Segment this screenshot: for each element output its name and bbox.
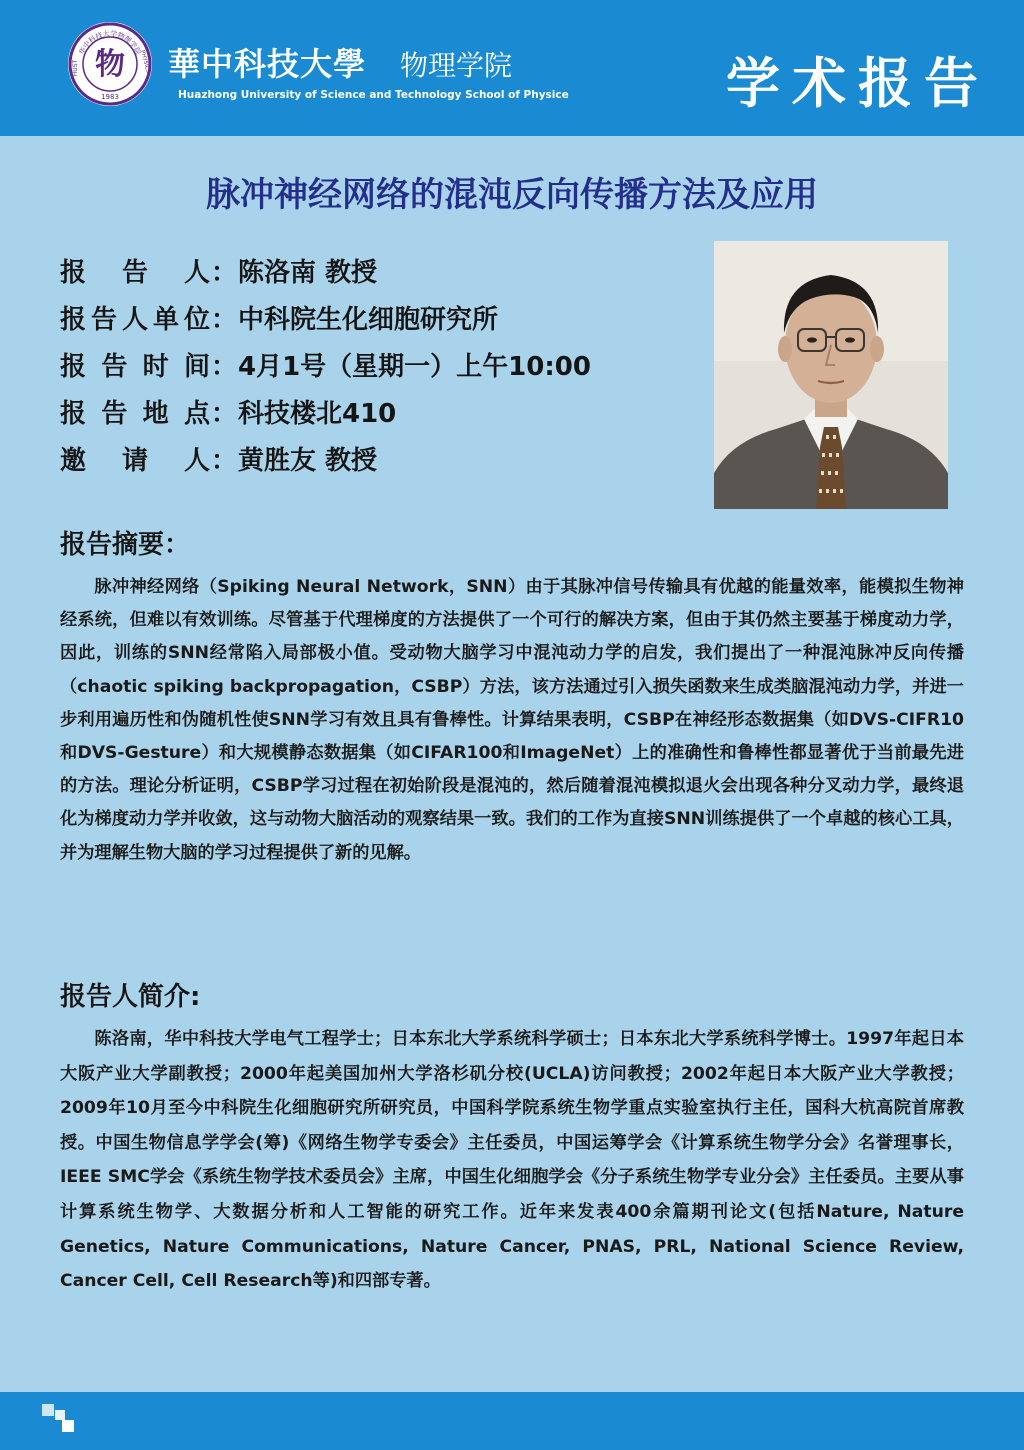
- header-bar: [0, 0, 1024, 136]
- seal-year: 1983: [101, 93, 119, 101]
- info-row-host: [60, 438, 591, 485]
- abstract-text: 脉冲神经网络（Spiking Neural Network，SNN）由于其脉冲信号传输具有优越的能量效率，能模拟生物神经系统，但难以有效训练。尽管基于代理梯度的方法提供了一个可行的解决方案，但由于其仍然主要基于梯度动力学，因此，训练的SNN经常陷入局部极小值。受动物大脑学习中混沌动力学的启发，我们提出了一种混沌脉冲反向传播（chaotic spiking backpropagation，CSBP）方法，该方法通过引入损失函数来生成类脑混沌动力学，并进一步利用遍历性和伪随机性使SNN学习有效且具有鲁棒性。计算结果表明，CSBP在神经形态数据集（如DVS-CIFR10和DVS-Gesture）和大规模静态数据集（如CIFAR100和ImageNet）上的准确性和鲁棒性都显著优于当前最先进的方法。理论分析证明，CSBP学习过程在初始阶段是混沌的，然后随着混沌模拟退火会出现各种分叉动力学，最终退化为梯度动力学并收敛，这与动物大脑活动的观察结果一致。我们的工作为直接SNN训练提供了一个卓越的核心工具，并为理解生物大脑的学习过程提供了新的见解。: [60, 577, 964, 863]
- talk-title: 脉冲神经网络的混沌反向传播方法及应用: [206, 175, 818, 215]
- info-value: 科技楼北410: [238, 399, 397, 429]
- info-value: 黄胜友 教授: [238, 446, 378, 476]
- info-row-time: [60, 344, 591, 391]
- info-colon: ：: [210, 352, 237, 382]
- info-row-location: [60, 391, 591, 438]
- poster-heading: 学术报告: [726, 52, 990, 115]
- info-value: 中科院生化细胞研究所: [238, 305, 499, 335]
- abstract-heading: 报告摘要：: [60, 530, 191, 560]
- info-value: 4月1号（星期一）上午10:00: [238, 352, 591, 382]
- bio-heading: 报告人简介:: [60, 982, 201, 1012]
- footer-bar: [0, 1392, 1024, 1450]
- university-seal-logo: [68, 22, 152, 106]
- seal-right-text: PHYSICS: [139, 49, 151, 74]
- info-label: 报告人单位: [60, 305, 210, 335]
- info-colon: ：: [210, 446, 237, 476]
- info-colon: ：: [210, 305, 237, 335]
- seal-center-char: 物: [95, 47, 125, 82]
- talk-info: [60, 250, 591, 485]
- info-colon: ：: [210, 399, 237, 429]
- speaker-photo: [714, 241, 948, 509]
- seal-top-text: 华中科技大学物理学院: [77, 29, 143, 57]
- info-label: 报告时间: [60, 352, 210, 382]
- university-name-cn: 華中科技大學: [168, 45, 367, 83]
- info-colon: ：: [210, 258, 237, 288]
- school-name-cn: 物理学院: [400, 49, 513, 82]
- footer-squares-decoration: [42, 1404, 76, 1434]
- info-label: 邀请人: [60, 446, 210, 476]
- info-label: 报告地点: [60, 399, 210, 429]
- speaker-portrait: [714, 241, 948, 509]
- seal-left-text: HUST: [72, 59, 79, 77]
- info-value: 陈洛南 教授: [238, 258, 378, 288]
- university-name-en: Huazhong University of Science and Technology School of Physice: [178, 89, 569, 101]
- seal-graphic: [68, 22, 152, 106]
- info-label: 报告人: [60, 258, 210, 288]
- info-row-affiliation: [60, 297, 591, 344]
- bio-text: 陈洛南，华中科技大学电气工程学士；日本东北大学系统科学硕士；日本东北大学系统科学博士。1997年起日本大阪产业大学副教授；2000年起美国加州大学洛杉矶分校(UCLA)访问教授；2002年起日本大阪产业大学教授；2009年10月至今中科院生化细胞研究所研究员，中国科学院系统生物学重点实验室执行主任，国科大杭高院首席教授。中国生物信息学学会(筹)《网络生物学专委会》主任委员，中国运筹学会《计算系统生物学分会》名誉理事长，IEEE SMC学会《系统生物学技术委员会》主席，中国生化细胞学会《分子系统生物学专业分会》主任委员。主要从事计算系统生物学、大数据分析和人工智能的研究工作。近年来发表400余篇期刊论文(包括Nature, Nature Genetics, Nature Communications, Nature Cancer, PNAS, PRL, National Science Review, Cancer Cell, Cell Research等)和四部专著。: [60, 1029, 964, 1292]
- info-row-speaker: [60, 250, 591, 297]
